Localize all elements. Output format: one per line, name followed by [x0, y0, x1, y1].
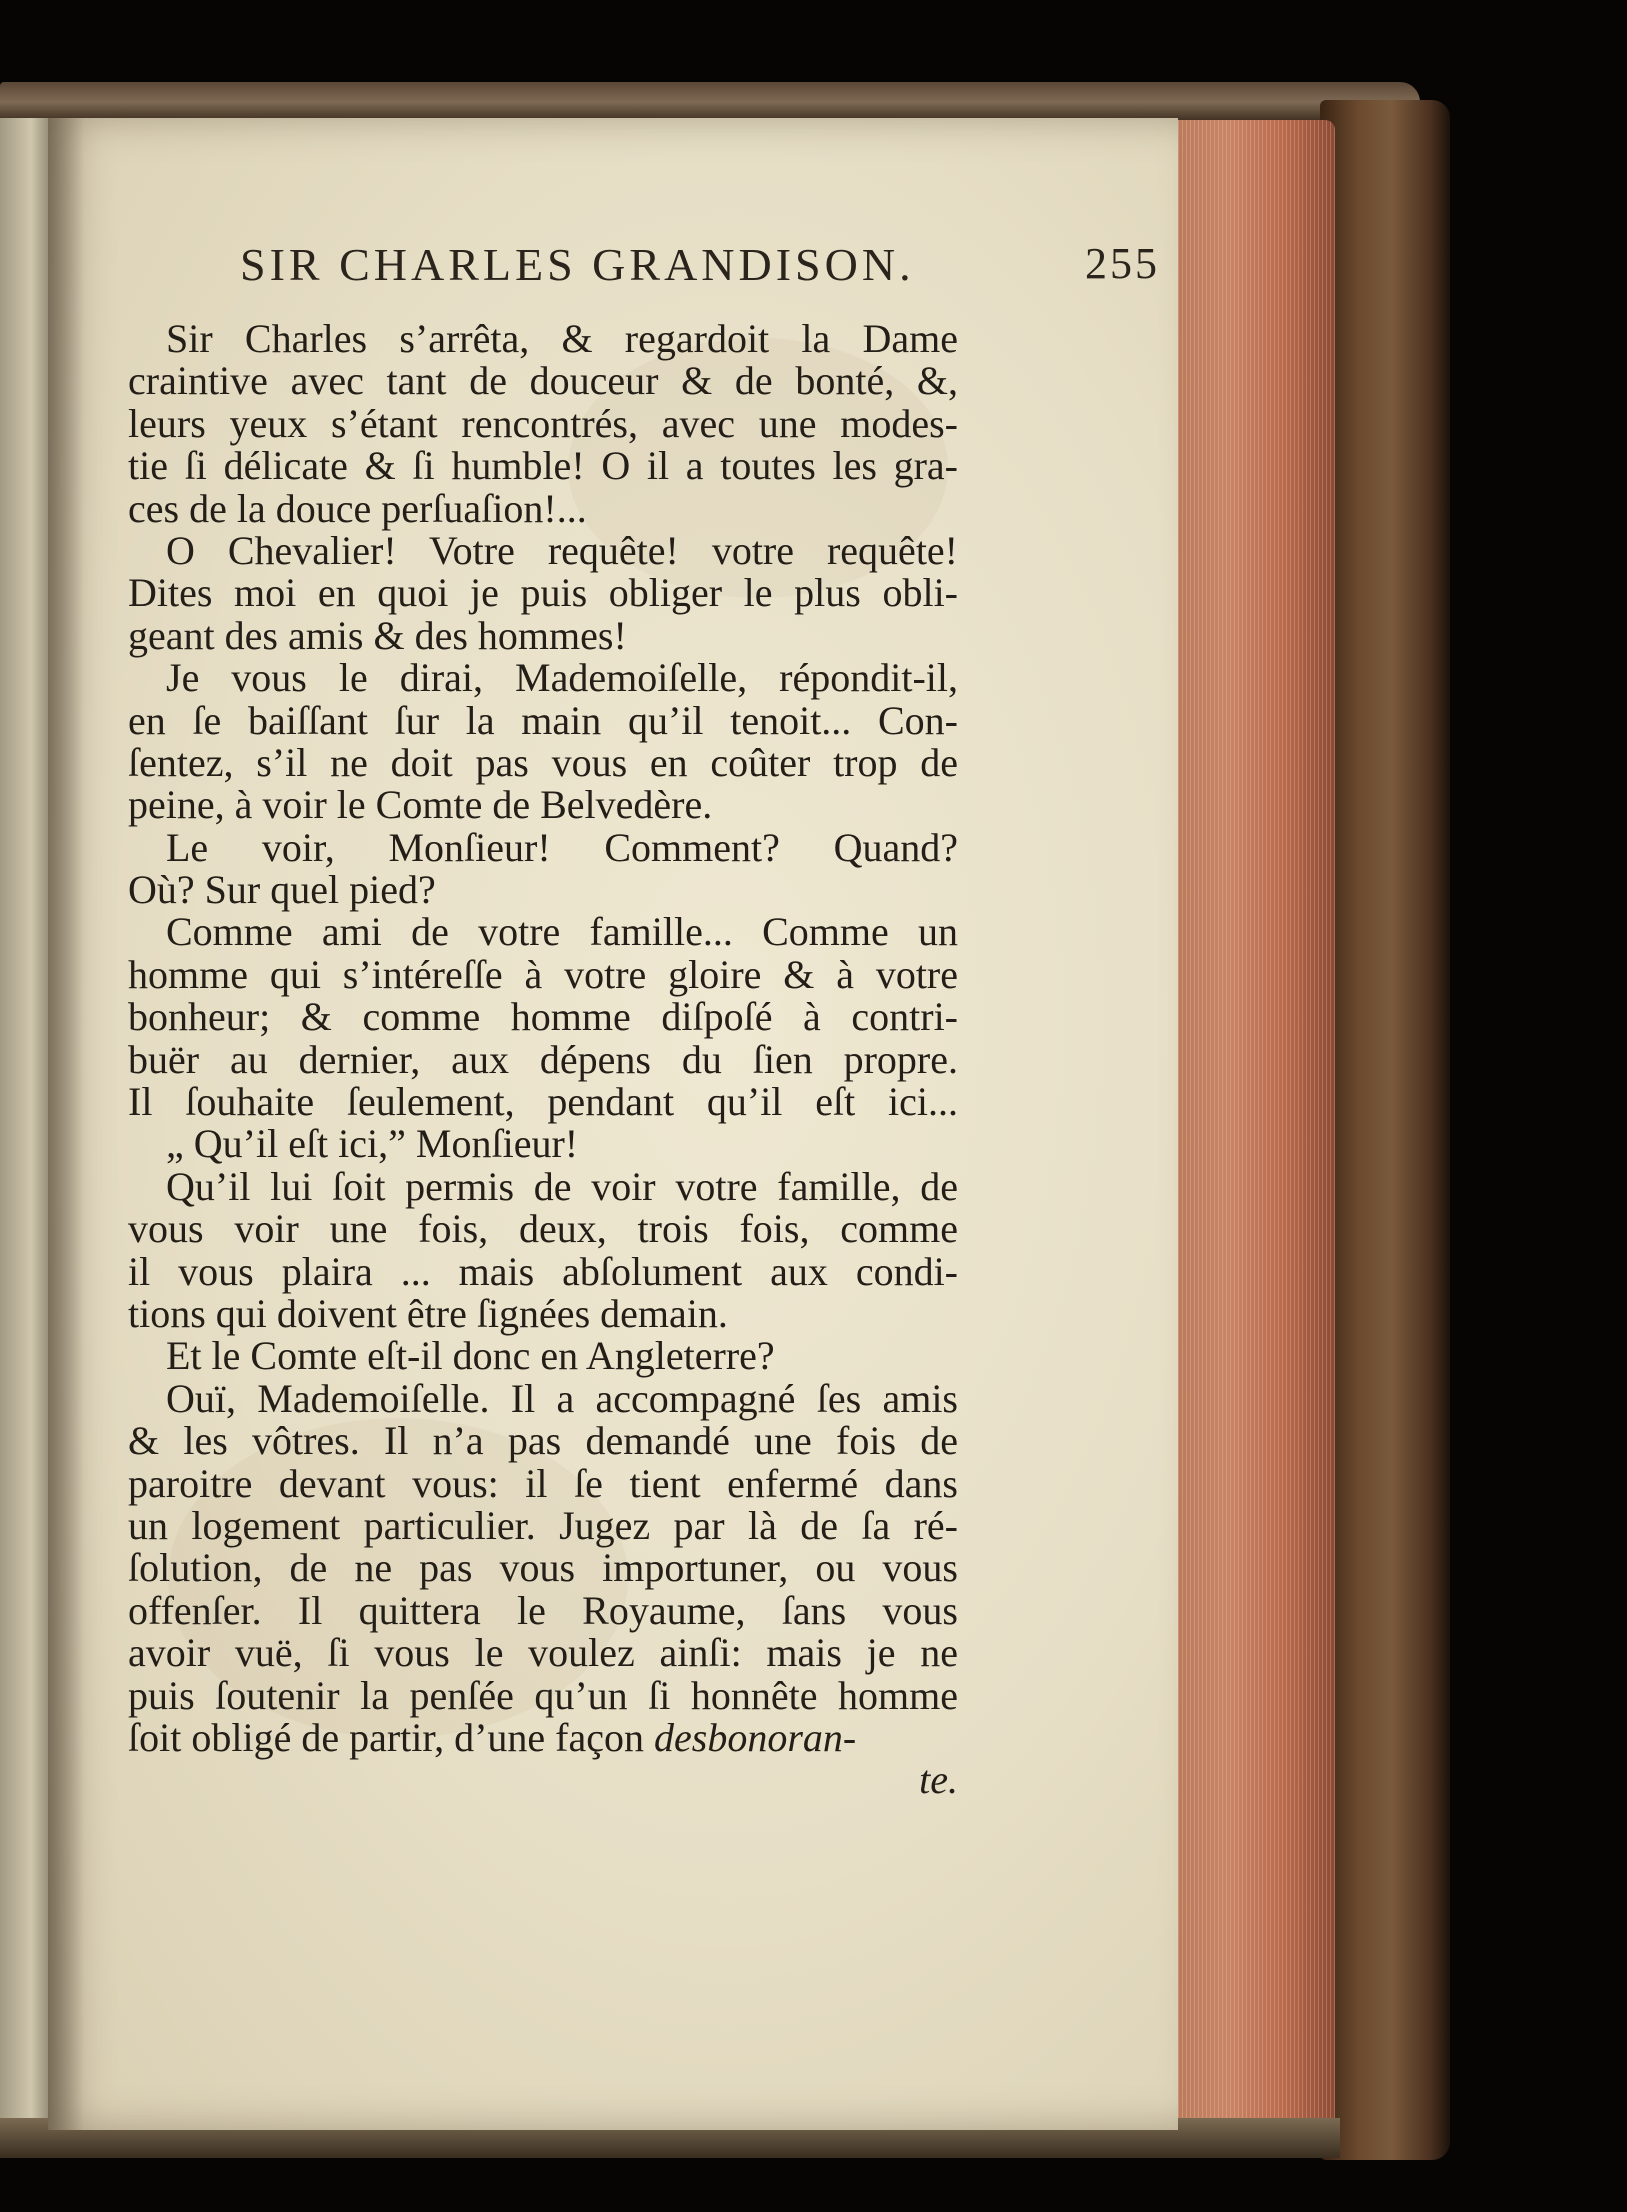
running-title: SIR CHARLES GRANDISON.: [240, 239, 915, 290]
book-cover-top-edge: [0, 82, 1420, 122]
text-line: Comme ami de votre famille... Comme un: [166, 909, 958, 955]
left-page-edge: [0, 118, 52, 2118]
text-line: ſentez, s’il ne doit pas vous en coûter trop de: [128, 739, 958, 785]
text-line: bonheur; & comme homme diſpoſé à contri-: [128, 994, 958, 1040]
text-line: il vous plaira ... mais abſolument aux condi-: [128, 1248, 958, 1294]
text-line: offenſer. Il quittera le Royaume, ſans vous: [128, 1587, 958, 1633]
text-line: tie ſi délicate & ſi humble! O il a toutes les gra-: [128, 443, 958, 489]
text-line: & les vôtres. Il n’a pas demandé une fois de: [128, 1418, 958, 1464]
text-line: paroitre devant vous: il ſe tient enfermé dans: [128, 1460, 958, 1506]
text-line: geant des amis & des hommes!: [128, 612, 627, 658]
text-line: leurs yeux s’étant rencontrés, avec une modes-: [128, 400, 958, 446]
italic-word: desbonoran-: [654, 1714, 857, 1760]
text-line: Je vous le dirai, Mademoiſelle, répondit-il,: [166, 655, 958, 701]
text-line: en ſe baiſſant ſur la main qu’il tenoit... Con-: [128, 697, 958, 743]
text-line: ces de la douce perſuaſion!...: [128, 485, 587, 531]
text-line-with-italic: [128, 1714, 958, 1760]
text-line: O Chevalier! Votre requête! votre requête!: [166, 527, 958, 573]
running-head: [130, 238, 1170, 294]
page-number: 255: [1085, 239, 1160, 288]
text-line: ſoit obligé de partir, d’une façon: [128, 1714, 644, 1760]
page-block-edges: [1170, 120, 1335, 2150]
text-line: Il ſouhaite ſeulement, pendant qu’il eſt ici...: [128, 1079, 958, 1125]
text-line: peine, à voir le Comte de Belvedère.: [128, 782, 713, 828]
text-line: un logement particulier. Jugez par là de ſa ré-: [128, 1502, 958, 1548]
text-line: avoir vuë, ſi vous le voulez ainſi: mais je ne: [128, 1630, 958, 1676]
page-text: [128, 318, 958, 1802]
text-line: Le voir, Monſieur! Comment? Quand?: [166, 824, 958, 870]
catchword: te.: [919, 1757, 958, 1803]
page-gutter-shadow: [48, 118, 84, 2130]
text-line: vous voir une fois, deux, trois fois, comme: [128, 1206, 958, 1252]
text-line: tions qui doivent être ſignées demain.: [128, 1290, 728, 1336]
book-cover-spine: [1320, 100, 1450, 2160]
text-line: „ Qu’il eſt ici,” Monſieur!: [166, 1121, 579, 1167]
text-line: Ouï, Mademoiſelle. Il a accompagné ſes amis: [166, 1375, 958, 1421]
text-line: Et le Comte eſt-il donc en Angleterre?: [166, 1333, 775, 1379]
text-line: Où? Sur quel pied?: [128, 867, 436, 913]
text-line: Qu’il lui ſoit permis de voir votre famille, de: [166, 1163, 958, 1209]
text-line: ſolution, de ne pas vous importuner, ou vous: [128, 1545, 958, 1591]
text-line: Sir Charles s’arrêta, & regardoit la Dame: [166, 316, 958, 361]
text-line: puis ſoutenir la penſée qu’un ſi honnête homme: [128, 1672, 958, 1718]
text-line: Dites moi en quoi je puis obliger le plus obli-: [128, 570, 958, 616]
text-line: homme qui s’intéreſſe à votre gloire & à votre: [128, 951, 958, 997]
text-line: craintive avec tant de douceur & de bonté, &,: [128, 358, 958, 404]
text-line: buër au dernier, aux dépens du ſien propre.: [128, 1036, 958, 1082]
